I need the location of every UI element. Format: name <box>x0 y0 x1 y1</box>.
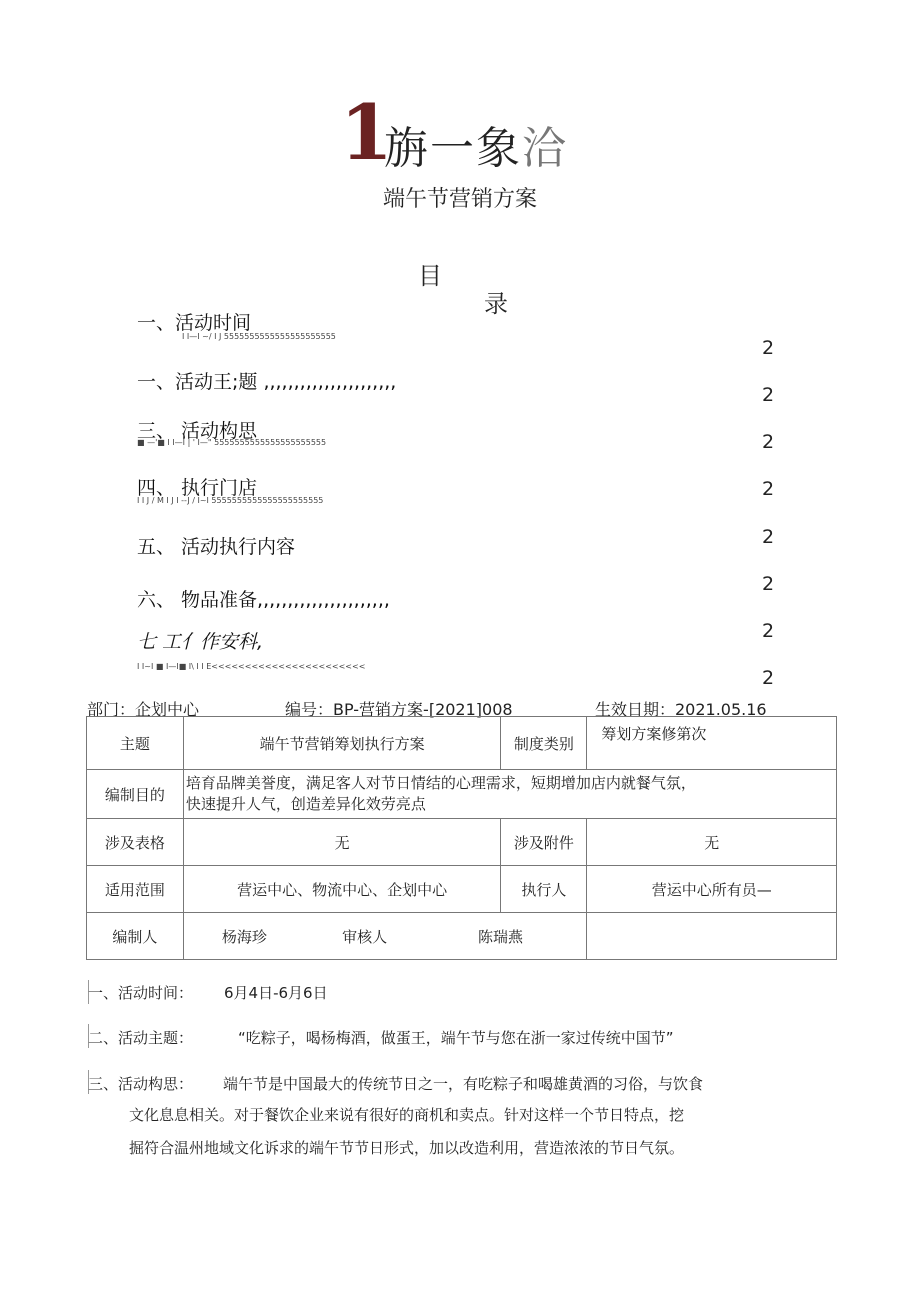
table-row <box>87 819 837 866</box>
logo-text: 旃一象洽 <box>384 123 568 174</box>
toc-item-leader: I I J / M I J I --J / I~I 5555555555555555555555 <box>137 496 324 505</box>
reviewer-cell <box>338 913 587 960</box>
toc-item-page: 2 <box>762 431 775 453</box>
toc-item-label[interactable]: 五、 活动执行内容 <box>137 536 296 558</box>
logo-numeral: 1 <box>340 88 393 177</box>
author-label: 编制人 <box>87 913 184 960</box>
purpose-line: 培育品牌美誉度，满足客人对节日情结的心理需求，短期增加店内就餐气氛， <box>185 774 696 792</box>
toc-item-label[interactable]: 一、活动王;题 ,,,,,,,,,,,,,,,,,,,,,, <box>137 371 397 393</box>
time-value: 6月4日-6月6日 <box>224 984 328 1002</box>
theme-label: 二、活动主题： <box>88 1029 194 1047</box>
toc-item-label[interactable]: 三、 活动构思 <box>137 420 258 442</box>
concept-line: 掘符合温州地域文化诉求的端午节节日形式，加以改造利用，营造浓浓的节日气氛。 <box>129 1139 685 1157</box>
scope-value: 营运中心、物流中心、企划中心 <box>183 866 501 913</box>
concept-label: 三、活动构思： <box>88 1075 194 1093</box>
effective-date: 生效日期：2021.05.16 <box>595 700 767 719</box>
purpose-line: 快速提升人气，创造差异化效劳亮点 <box>185 795 426 813</box>
table-row <box>87 770 837 819</box>
category-value: 筹划方案修第次 <box>587 717 837 770</box>
executor-value: 营运中心所有员— <box>587 866 837 913</box>
reviewer-label: 审核人 <box>342 927 388 946</box>
purpose-value <box>183 770 836 819</box>
time-label: 一、活动时间： <box>88 984 194 1002</box>
category-label: 制度类别 <box>501 717 587 770</box>
scope-label: 适用范围 <box>87 866 184 913</box>
document-number: 编号：BP-营销方案-[2021]008 <box>285 700 513 719</box>
empty-cell <box>587 913 837 960</box>
concept-line: 端午节是中国最大的传统节日之一，有吃粽子和喝雄黄酒的习俗，与饮食 <box>223 1075 704 1093</box>
toc-item-page: 2 <box>762 384 775 406</box>
toc-item-label[interactable]: 一、活动时间 <box>137 312 252 334</box>
attachments-label: 涉及附件 <box>501 819 587 866</box>
toc-item-label[interactable]: 七 工亻作安科, <box>137 631 264 653</box>
document-title: 端午节营销方案 <box>382 187 537 212</box>
forms-value: 无 <box>183 819 501 866</box>
toc-item-page: 2 <box>762 337 775 359</box>
department: 部门：企划中心 <box>87 700 200 719</box>
toc-item-leader: ■ —'■ I I—I | ' I—" 5555555555555555555555 <box>137 438 327 447</box>
toc-item-leader: I I~I ■ I—I■ I\ I I E<<<<<<<<<<<<<<<<<<<<<<< <box>137 662 366 671</box>
toc-item-label[interactable]: 四、 执行门店 <box>137 477 258 499</box>
purpose-label: 编制目的 <box>87 770 184 819</box>
topic-value: 端午节营销筹划执行方案 <box>183 717 501 770</box>
topic-label: 主题 <box>87 717 184 770</box>
toc-item-page: 2 <box>762 573 775 595</box>
author-value: 杨海珍 <box>183 913 338 960</box>
toc-heading-1: 目 <box>418 262 442 290</box>
table-row <box>87 913 837 960</box>
executor-label: 执行人 <box>501 866 587 913</box>
toc-heading-2: 录 <box>484 290 508 318</box>
forms-label: 涉及表格 <box>87 819 184 866</box>
toc-item-label[interactable]: 六、 物品准备,,,,,,,,,,,,,,,,,,,,,, <box>137 589 390 611</box>
toc-item-page: 2 <box>762 667 775 689</box>
attachments-value: 无 <box>587 819 837 866</box>
toc-item-leader: I I—I ~/ I J 5555555555555555555555 <box>182 332 336 341</box>
concept-line: 文化息息相关。对于餐饮企业来说有很好的商机和卖点。针对这样一个节日特点，挖 <box>129 1106 685 1124</box>
table-row <box>87 717 837 770</box>
toc-item-page: 2 <box>762 620 775 642</box>
toc-item-page: 2 <box>762 526 775 548</box>
reviewer-value: 陈瑞燕 <box>477 927 523 946</box>
toc-item-page: 2 <box>762 478 775 500</box>
table-row <box>87 866 837 913</box>
info-table <box>86 716 837 960</box>
theme-value: “吃粽子，喝杨梅酒，做蛋王，端午节与您在浙一家过传统中国节” <box>238 1029 674 1047</box>
